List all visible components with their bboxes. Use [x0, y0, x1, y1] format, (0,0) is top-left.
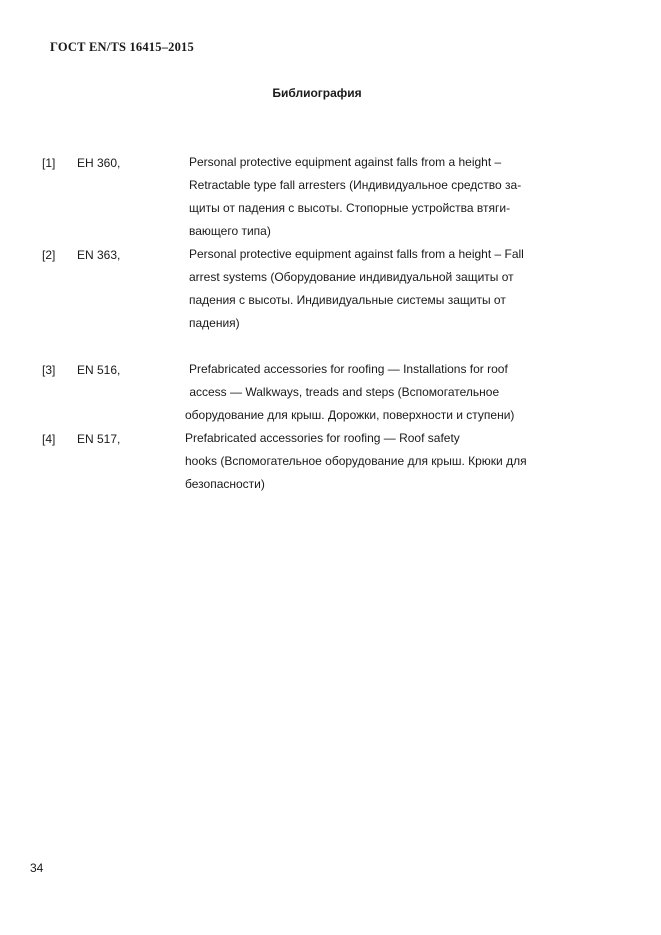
entry-number: [3]: [42, 363, 56, 377]
entry-description-line: щиты от падения с высоты. Стопорные устройства втяги-: [189, 201, 511, 215]
entry-description-line: Personal protective equipment against falls from a height –: [189, 155, 502, 169]
entry-description: [185, 427, 527, 496]
entry-description-line: Retractable type fall arresters (Индивидуальное средство за-: [189, 178, 522, 192]
entry-description-line: Prefabricated accessories for roofing — Roof safety: [185, 431, 460, 445]
entry-description-line: Prefabricated accessories for roofing — Installations for roof: [189, 362, 508, 376]
entry-standard-code: ЕН 360,: [77, 156, 121, 170]
entry-description-line: безопасности): [185, 477, 265, 491]
entry-standard-code: EN 363,: [77, 248, 121, 262]
entry-description-line: падения): [189, 316, 240, 330]
entry-description: [185, 358, 514, 427]
entry-number: [2]: [42, 248, 56, 262]
entry-description: [189, 151, 521, 243]
entry-description-line: hooks (Вспомогательное оборудование для крыш. Крюки для: [185, 454, 527, 468]
entry-description-line: access — Walkways, treads and steps (Вспомогательное: [186, 385, 500, 399]
bibliography-title: Библиография: [272, 86, 362, 100]
entry-description-line: оборудование для крыш. Дорожки, поверхности и ступени): [185, 408, 515, 422]
document-header: ГОСТ EN/TS 16415–2015: [50, 40, 194, 54]
page-number: 34: [30, 861, 44, 875]
entry-description-line: падения с высоты. Индивидуальные системы защиты от: [189, 293, 506, 307]
entry-description-line: Personal protective equipment against falls from a height – Fall: [189, 247, 524, 261]
entry-description-line: arrest systems (Оборудование индивидуальной защиты от: [189, 270, 514, 284]
entry-number: [4]: [42, 432, 56, 446]
entry-standard-code: EN 516,: [77, 363, 121, 377]
entry-description: [189, 243, 524, 335]
entry-description-line: вающего типа): [189, 224, 271, 238]
entry-standard-code: EN 517,: [77, 432, 121, 446]
entry-number: [1]: [42, 156, 56, 170]
